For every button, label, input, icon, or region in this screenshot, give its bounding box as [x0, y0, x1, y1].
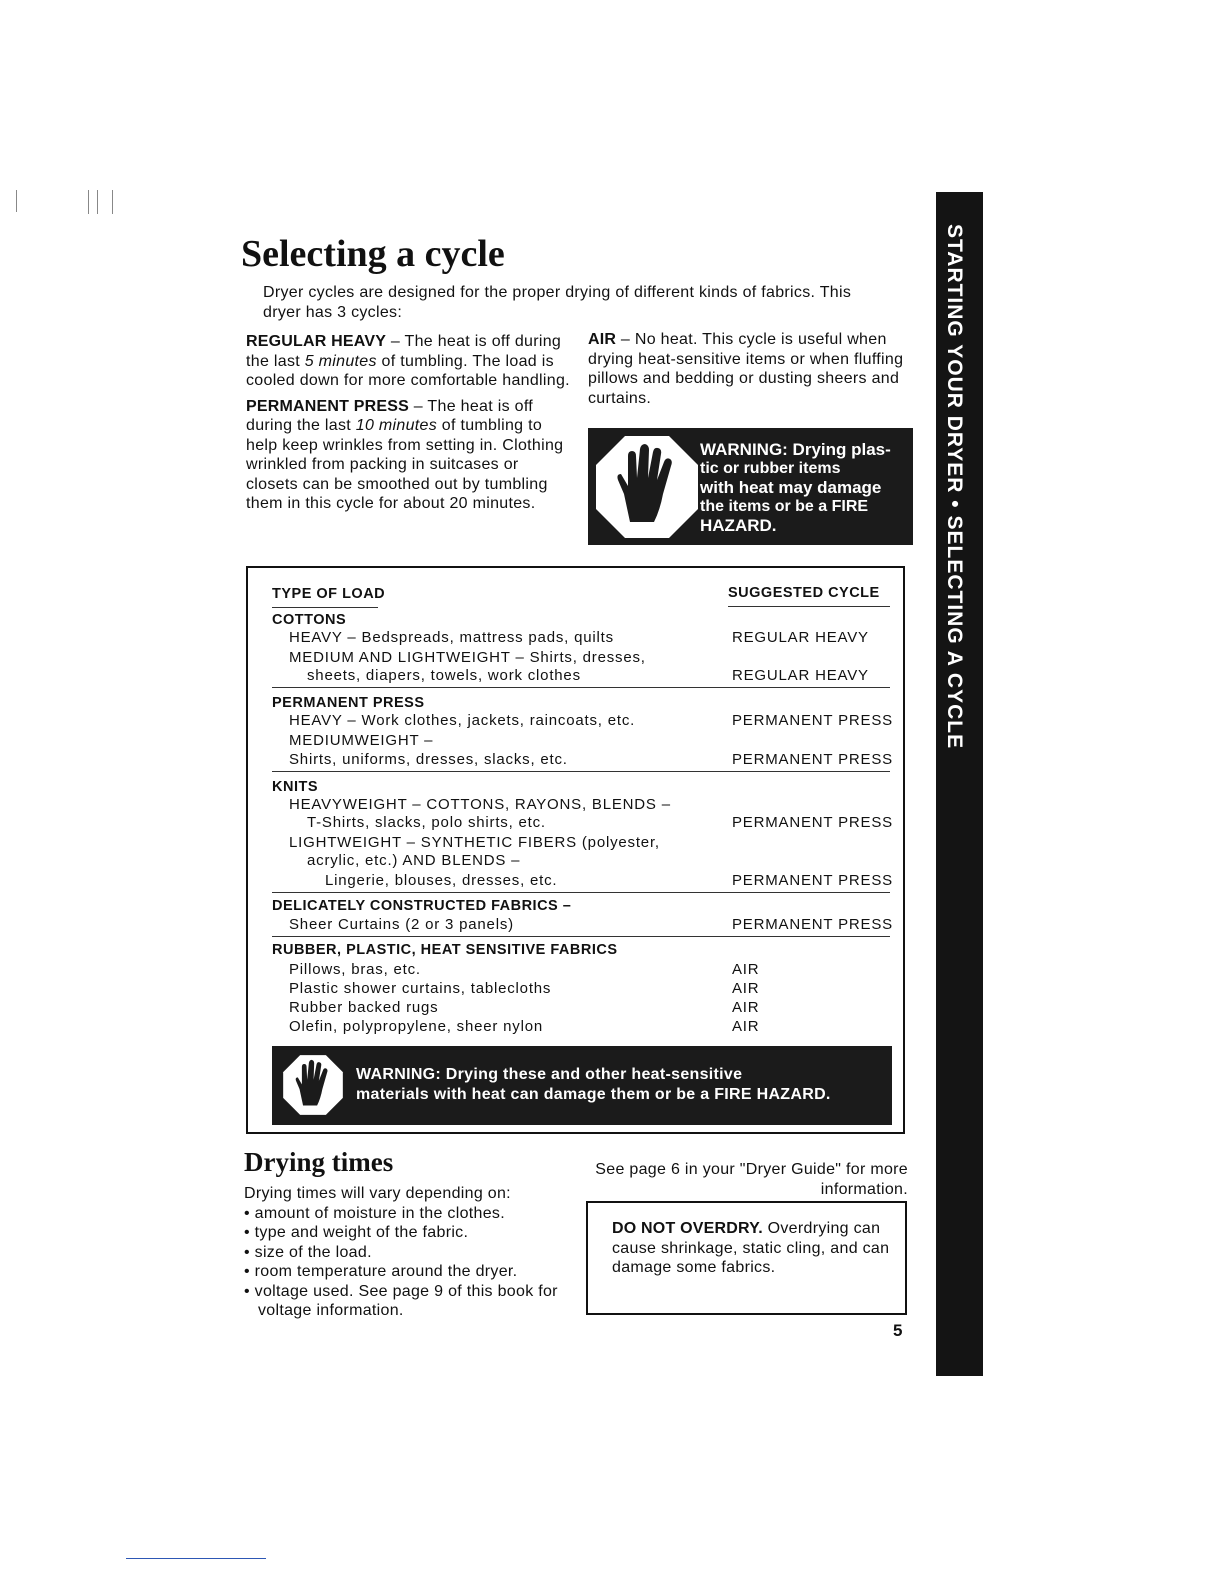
table-row: Plastic shower curtains, tablecloths [289, 980, 552, 997]
category-delicate: DELICATELY CONSTRUCTED FABRICS – [272, 898, 572, 914]
scan-mark [88, 190, 89, 214]
table-header-cycle: SUGGESTED CYCLE [728, 585, 880, 601]
category-permanent-press: PERMANENT PRESS [272, 695, 425, 711]
table-header-type: TYPE OF LOAD [272, 586, 386, 602]
section-title-drying-times: Drying times [244, 1147, 394, 1177]
cycle-descriptions-left [246, 332, 571, 520]
table-row: HEAVYWEIGHT – COTTONS, RAYONS, BLENDS – [289, 796, 671, 813]
table-row: acrylic, etc.) AND BLENDS – [307, 852, 521, 869]
table-cell-cycle: AIR [732, 961, 760, 978]
category-cottons: COTTONS [272, 612, 347, 628]
list-item: • size of the load. [244, 1243, 372, 1261]
table-cell-cycle: PERMANENT PRESS [732, 916, 893, 933]
table-row: Lingerie, blouses, dresses, etc. [325, 872, 558, 889]
table-row: T-Shirts, slacks, polo shirts, etc. [307, 814, 546, 831]
category-rubber-plastic: RUBBER, PLASTIC, HEAT SENSITIVE FABRICS [272, 942, 618, 958]
table-cell-cycle: AIR [732, 980, 760, 997]
table-row: Olefin, polypropylene, sheer nylon [289, 1018, 544, 1035]
drying-factors: Drying times will vary depending on: • amount of moisture in the clothes. • type and weight of the fabric. • size of the load. • room temperature around the dryer. • voltage used. See page 9 of this book for voltage information. [244, 1184, 584, 1321]
scan-mark [16, 190, 17, 212]
warning-box-heat-sensitive [272, 1046, 892, 1125]
category-knits: KNITS [272, 779, 318, 795]
table-row: HEAVY – Bedspreads, mattress pads, quilts [289, 629, 614, 646]
table-row: LIGHTWEIGHT – SYNTHETIC FIBERS (polyester, [289, 834, 660, 851]
table-cell-cycle: REGULAR HEAVY [732, 667, 869, 684]
side-tab-label: STARTING YOUR DRYER • SELECTING A CYCLE [943, 224, 966, 750]
table-cell-cycle: PERMANENT PRESS [732, 872, 893, 889]
list-item: • amount of moisture in the clothes. [244, 1204, 505, 1222]
drying-factor-list [244, 1204, 584, 1321]
warning-box-plastic [588, 428, 913, 545]
scan-mark [97, 190, 98, 214]
table-cell-cycle: AIR [732, 999, 760, 1016]
permanent-press-desc: PERMANENT PRESS – The heat is off during the last 10 minutes of tumbling to help keep wrinkles from setting in. Clothing wrinkled from packing in suitcases or closets can be smoothed out by tumbling them in this cycle for about 20 minutes. [246, 397, 564, 512]
table-row: Pillows, bras, etc. [289, 961, 421, 978]
footer-rule [126, 1558, 266, 1559]
regular-heavy-desc: REGULAR HEAVY – The heat is off during the last 5 minutes of tumbling. The load is cooled down for more comfortable handling. [246, 333, 570, 389]
table-row: Shirts, uniforms, dresses, slacks, etc. [289, 751, 568, 768]
table-row: Sheer Curtains (2 or 3 panels) [289, 916, 514, 933]
table-cell-cycle: PERMANENT PRESS [732, 751, 893, 768]
list-item: • room temperature around the dryer. [244, 1263, 518, 1280]
table-cell-cycle: REGULAR HEAVY [732, 629, 869, 646]
table-row: MEDIUMWEIGHT – [289, 732, 434, 749]
stop-hand-icon [282, 1054, 344, 1116]
overdry-notice: DO NOT OVERDRY. Overdrying can cause shrinkage, static cling, and can damage some fabrics. [586, 1201, 907, 1315]
intro-paragraph: Dryer cycles are designed for the proper drying of different kinds of fabrics. This dryer has 3 cycles: [263, 284, 852, 321]
warning-text-heat-sensitive: WARNING: Drying these and other heat-sensitive materials with heat can damage them or be a FIRE HAZARD. [356, 1066, 831, 1103]
table-cell-cycle: PERMANENT PRESS [732, 814, 893, 831]
stop-hand-icon [594, 434, 700, 540]
air-desc: AIR – No heat. This cycle is useful when drying heat-sensitive items or when fluffing pillows and bedding or dusting sheers and curtains. [588, 331, 904, 407]
table-cell-cycle: PERMANENT PRESS [732, 712, 893, 729]
table-row: MEDIUM AND LIGHTWEIGHT – Shirts, dresses, [289, 649, 646, 666]
table-cell-cycle: AIR [732, 1018, 760, 1035]
table-row: sheets, diapers, towels, work clothes [307, 667, 581, 684]
table-row: HEAVY – Work clothes, jackets, raincoats, etc. [289, 712, 636, 729]
scan-mark [112, 190, 113, 214]
page-number: 5 [893, 1321, 903, 1340]
table-row: Rubber backed rugs [289, 999, 439, 1016]
page-title: Selecting a cycle [241, 233, 505, 275]
side-section-tab [936, 192, 983, 1376]
warning-text-plastic: WARNING: Drying plas- tic or rubber items with heat may damage the items or be a FIRE HAZARD. [700, 440, 891, 535]
list-item: • voltage used. See page 9 of this book for voltage information. [244, 1282, 558, 1319]
list-item: • type and weight of the fabric. [244, 1224, 469, 1241]
dryer-guide-reference: See page 6 in your "Dryer Guide" for more information. [595, 1161, 908, 1198]
